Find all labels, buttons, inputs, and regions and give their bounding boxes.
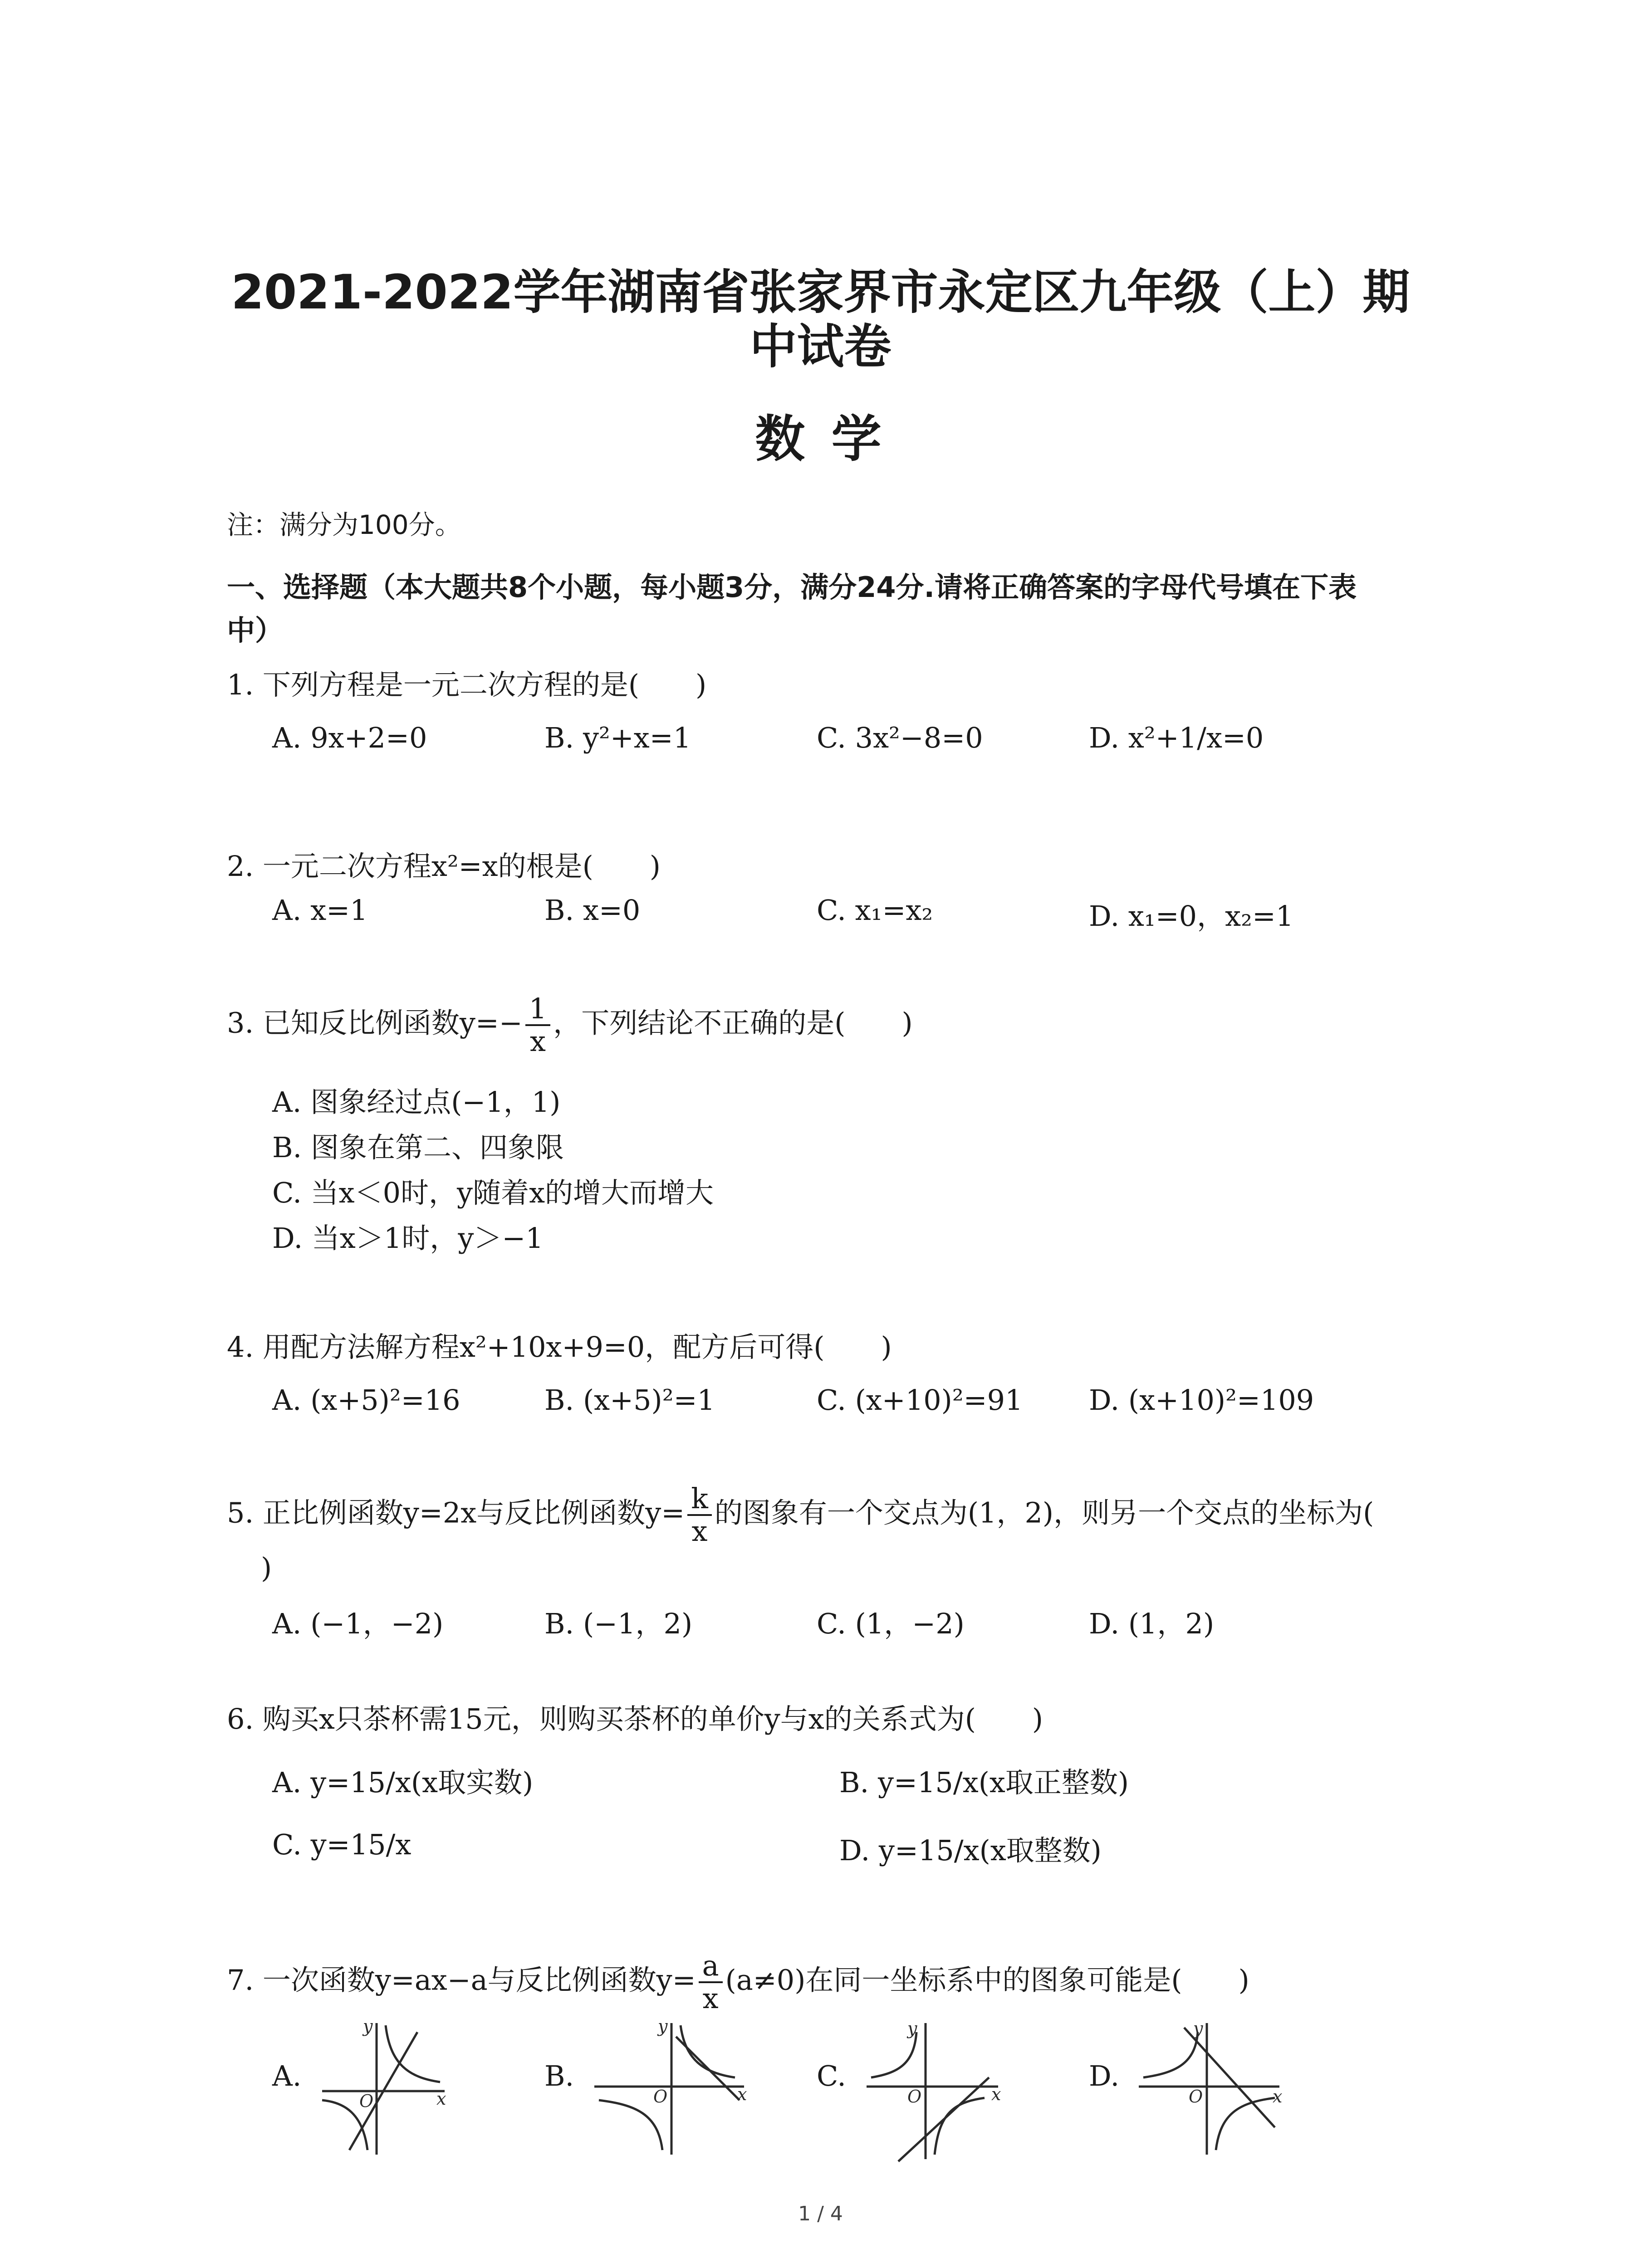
graph-option-c bbox=[862, 2014, 1007, 2168]
question-3-option-b: B. 图象在第二、四象限 bbox=[272, 1131, 564, 1164]
fraction-denominator: x bbox=[702, 1982, 719, 2015]
x-axis-label: x bbox=[737, 2084, 747, 2104]
question-4-option-c: C. (x+10)²=91 bbox=[817, 1383, 1023, 1417]
question-7-fraction bbox=[699, 1950, 723, 2014]
fraction-numerator: a bbox=[699, 1950, 723, 1983]
question-4-option-a: A. (x+5)²=16 bbox=[272, 1383, 460, 1417]
page-number: 1 / 4 bbox=[798, 2202, 843, 2225]
question-5-option-d: D. (1，2) bbox=[1089, 1607, 1215, 1640]
x-axis-label: x bbox=[436, 2089, 446, 2109]
origin-label: O bbox=[907, 2087, 922, 2107]
fraction-numerator: 1 bbox=[525, 993, 550, 1026]
question-3-stem-suffix: ，下列结论不正确的是( ) bbox=[553, 1006, 913, 1040]
question-4-option-b: B. (x+5)²=1 bbox=[544, 1383, 715, 1417]
x-axis-label: x bbox=[991, 2084, 1001, 2104]
question-7-stem bbox=[227, 1950, 1249, 2014]
question-6-option-c: C. y=15/x bbox=[272, 1828, 411, 1861]
section-title-line1: 一、选择题（本大题共8个小题，每小题3分，满分24分.请将正确答案的字母代号填在下表 bbox=[227, 571, 1357, 604]
question-5-fraction bbox=[687, 1483, 712, 1547]
fraction-numerator: k bbox=[687, 1483, 712, 1516]
graph-option-d bbox=[1134, 2014, 1288, 2159]
question-3-option-a: A. 图象经过点(−1，1) bbox=[272, 1085, 561, 1119]
hyperbola-branch bbox=[1143, 2032, 1198, 2077]
question-1-option-d: D. x²+1/x=0 bbox=[1089, 721, 1264, 754]
question-5-stem bbox=[227, 1483, 1374, 1547]
graph-option-a bbox=[318, 2014, 454, 2159]
question-4-stem: 4. 用配方法解方程x²+10x+9=0，配方后可得( ) bbox=[227, 1330, 892, 1364]
question-3-stem bbox=[227, 993, 913, 1057]
exam-title-line2: 中试卷 bbox=[749, 319, 892, 374]
question-3-fraction bbox=[525, 993, 550, 1057]
question-7-option-a: A. bbox=[272, 2059, 302, 2092]
question-6-stem: 6. 购买x只茶杯需15元，则购买茶杯的单价y与x的关系式为( ) bbox=[227, 1702, 1043, 1735]
question-7-stem-suffix: (a≠0)在同一坐标系中的图象可能是( ) bbox=[725, 1963, 1249, 1997]
origin-label: O bbox=[653, 2087, 668, 2107]
question-1-option-b: B. y²+x=1 bbox=[544, 721, 691, 754]
y-axis-label: y bbox=[658, 2016, 668, 2036]
question-2-option-b: B. x=0 bbox=[544, 894, 641, 927]
question-1-stem: 1. 下列方程是一元二次方程的是( ) bbox=[227, 668, 707, 701]
hyperbola-branch bbox=[599, 2100, 662, 2150]
question-7-option-d: D. bbox=[1089, 2059, 1120, 2092]
question-1-option-c: C. 3x²−8=0 bbox=[817, 721, 983, 754]
question-5-option-c: C. (1，−2) bbox=[817, 1607, 965, 1640]
question-5-option-b: B. (−1，2) bbox=[544, 1607, 693, 1640]
question-2-option-d: D. x₁=0，x₂=1 bbox=[1089, 899, 1294, 933]
question-6-option-a: A. y=15/x(x取实数) bbox=[272, 1766, 534, 1799]
question-5-stem-suffix: 的图象有一个交点为(1，2)，则另一个交点的坐标为( bbox=[714, 1496, 1374, 1530]
question-4-option-d: D. (x+10)²=109 bbox=[1089, 1383, 1314, 1417]
question-7-option-b: B. bbox=[544, 2059, 574, 2092]
question-2-option-c: C. x₁=x₂ bbox=[817, 894, 933, 927]
line-graph bbox=[676, 2037, 740, 2100]
hyperbola-branch bbox=[935, 2098, 985, 2155]
question-5-option-a: A. (−1，−2) bbox=[272, 1607, 444, 1640]
question-1-option-a: A. 9x+2=0 bbox=[272, 721, 427, 754]
question-7-stem-prefix: 7. 一次函数y=ax−a与反比例函数y= bbox=[227, 1963, 696, 1997]
hyperbola-branch bbox=[871, 2032, 916, 2077]
question-3-option-d: D. 当x＞1时，y＞−1 bbox=[272, 1222, 544, 1255]
score-note: 注：满分为100分。 bbox=[227, 509, 461, 540]
question-6-option-b: B. y=15/x(x取正整数) bbox=[839, 1766, 1129, 1799]
hyperbola-branch bbox=[1216, 2098, 1275, 2150]
x-axis-label: x bbox=[1273, 2087, 1283, 2107]
graph-option-b bbox=[590, 2014, 753, 2159]
question-5-stem-line2: ) bbox=[261, 1551, 272, 1584]
origin-label: O bbox=[1189, 2087, 1203, 2107]
subject-title: 数 学 bbox=[755, 410, 886, 468]
question-6-option-d: D. y=15/x(x取整数) bbox=[839, 1834, 1102, 1867]
question-2-stem: 2. 一元二次方程x²=x的根是( ) bbox=[227, 850, 661, 883]
fraction-denominator: x bbox=[530, 1025, 546, 1058]
question-2-option-a: A. x=1 bbox=[272, 894, 368, 927]
exam-title-line1: 2021-2022学年湖南省张家界市永定区九年级（上）期 bbox=[231, 264, 1410, 320]
line-graph bbox=[1184, 2028, 1275, 2127]
y-axis-label: y bbox=[1193, 2019, 1203, 2038]
y-axis-label: y bbox=[907, 2019, 917, 2038]
question-7-option-c: C. bbox=[817, 2059, 846, 2092]
section-title-line2: 中） bbox=[227, 614, 284, 647]
question-5-stem-prefix: 5. 正比例函数y=2x与反比例函数y= bbox=[227, 1496, 685, 1530]
fraction-denominator: x bbox=[691, 1515, 708, 1548]
origin-label: O bbox=[359, 2091, 374, 2111]
y-axis-label: y bbox=[363, 2016, 373, 2036]
question-3-option-c: C. 当x＜0时，y随着x的增大而增大 bbox=[272, 1176, 714, 1209]
question-3-stem-prefix: 3. 已知反比例函数y=− bbox=[227, 1006, 523, 1040]
